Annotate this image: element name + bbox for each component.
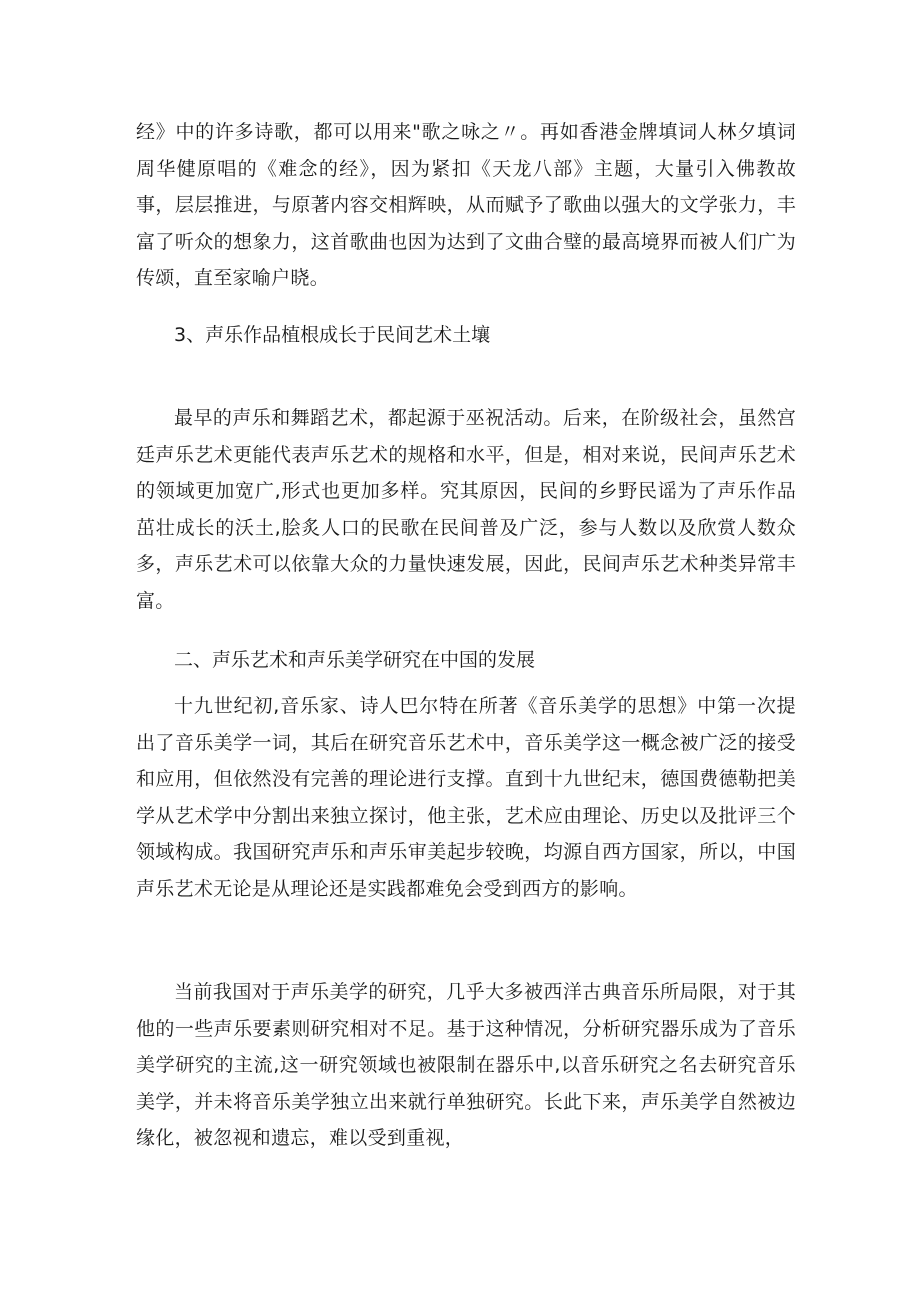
paragraph-folk-origins: 最早的声乐和舞蹈艺术，都起源于巫祝活动。后来，在阶级社会，虽然宫廷声乐艺术更能代表声乐艺术的规格和水平，但是，相对来说，民间声乐艺术的领域更加宽广,形式也更加多样。究其原因，民间的乡野民谣为了声乐作品茁壮成长的沃土,脍炙人口的民歌在民间普及广泛，参与人数以及欣赏人数众多，声乐艺术可以依靠大众的力量快速发展，因此，民间声乐艺术种类异常丰富。 <box>136 407 796 612</box>
section-heading-folk-art: 3、声乐作品植根成长于民间艺术土壤 <box>174 324 491 346</box>
section-heading-development-in-china: 二、声乐艺术和声乐美学研究在中国的发展 <box>174 649 536 671</box>
paragraph-lyrics-example: 经》中的许多诗歌，都可以用来"歌之咏之〃。再如香港金牌填词人林夕填词周华健原唱的《难念的经》，因为紧扣《天龙八部》主题，大量引入佛教故事，层层推进，与原著内容交相辉映，从而赋予了歌曲以强大的文学张力，丰富了听众的想象力，这首歌曲也因为达到了文曲合璧的最高境界而被人们广为传颂，直至家喻户晓。 <box>136 121 796 289</box>
paragraph-current-research: 当前我国对于声乐美学的研究，几乎大多被西洋古典音乐所局限，对于其他的一些声乐要素则研究相对不足。基于这种情况，分析研究器乐成为了音乐美学研究的主流,这一研究领域也被限制在器乐中,以音乐研究之名去研究音乐美学，并未将音乐美学独立出来就行单独研究。长此下来，声乐美学自然被边缘化，被忽视和遗忘，难以受到重视， <box>136 981 796 1149</box>
paragraph-music-aesthetics-history: 十九世纪初,音乐家、诗人巴尔特在所著《音乐美学的思想》中第一次提出了音乐美学一词，其后在研究音乐艺术中，音乐美学这一概念被广泛的接受和应用，但依然没有完善的理论进行支撑。直到十九世纪末，德国费德勒把美学从艺术学中分割出来独立探讨，他主张，艺术应由理论、历史以及批评三个领域构成。我国研究声乐和声乐审美起步较晚，均源自西方国家，所以，中国声乐艺术无论是从理论还是实践都难免会受到西方的影响。 <box>136 695 796 900</box>
